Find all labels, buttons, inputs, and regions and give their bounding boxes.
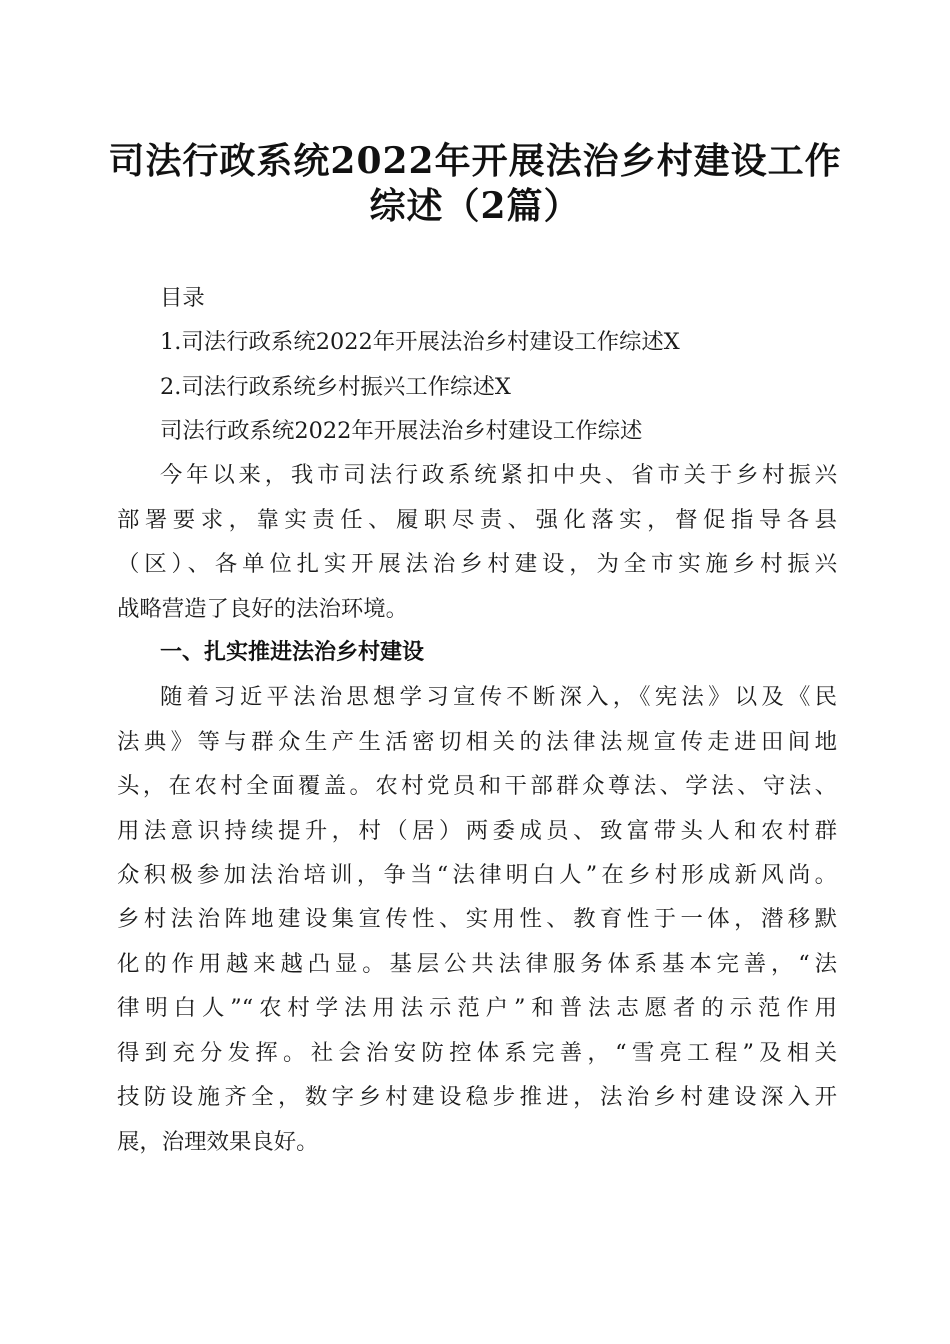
intro-line: 部署要求，靠实责任、履职尽责、强化落实，督促指导各县 (117, 507, 837, 533)
body-line: 众积极参加法治培训，争当“法律明白人”在乡村形成新风尚。 (117, 862, 837, 888)
toc-heading: 目录 (160, 285, 205, 311)
body-line: 技防设施齐全，数字乡村建设稳步推进，法治乡村建设深入开 (117, 1084, 837, 1110)
body-line: 律明白人”“农村学法用法示范户”和普法志愿者的示范作用 (117, 995, 837, 1021)
body-line: 头，在农村全面覆盖。农村党员和干部群众尊法、学法、守法、 (117, 773, 837, 799)
body-line: 用法意识持续提升，村（居）两委成员、致富带头人和农村群 (117, 818, 837, 844)
intro-line: 战略营造了良好的法治环境。 (117, 596, 409, 622)
intro-line: （区）、各单位扎实开展法治乡村建设，为全市实施乡村振兴 (117, 551, 837, 577)
body-line: 得到充分发挥。社会治安防控体系完善，“雪亮工程”及相关 (117, 1040, 837, 1066)
body-line: 乡村法治阵地建设集宣传性、实用性、教育性于一体，潜移默 (117, 906, 837, 932)
section-heading: 一、扎实推进法治乡村建设 (160, 640, 425, 665)
document-title-line-1: 司法行政系统2022年开展法治乡村建设工作 (108, 140, 842, 182)
intro-line: 今年以来，我市司法行政系统紧扣中央、省市关于乡村振兴 (160, 462, 837, 488)
article-subtitle: 司法行政系统2022年开展法治乡村建设工作综述 (160, 418, 643, 444)
toc-item-1[interactable]: 1.司法行政系统2022年开展法治乡村建设工作综述X (160, 329, 680, 355)
toc-item-2[interactable]: 2.司法行政系统乡村振兴工作综述X (160, 374, 511, 400)
body-line: 化的作用越来越凸显。基层公共法律服务体系基本完善，“法 (117, 951, 837, 977)
body-line: 法典》等与群众生产生活密切相关的法律法规宣传走进田间地 (117, 729, 837, 755)
body-line: 展，治理效果良好。 (117, 1129, 319, 1155)
document-title-line-2: 综述（2篇） (369, 185, 581, 227)
body-line: 随着习近平法治思想学习宣传不断深入，《宪法》以及《民 (160, 684, 837, 710)
